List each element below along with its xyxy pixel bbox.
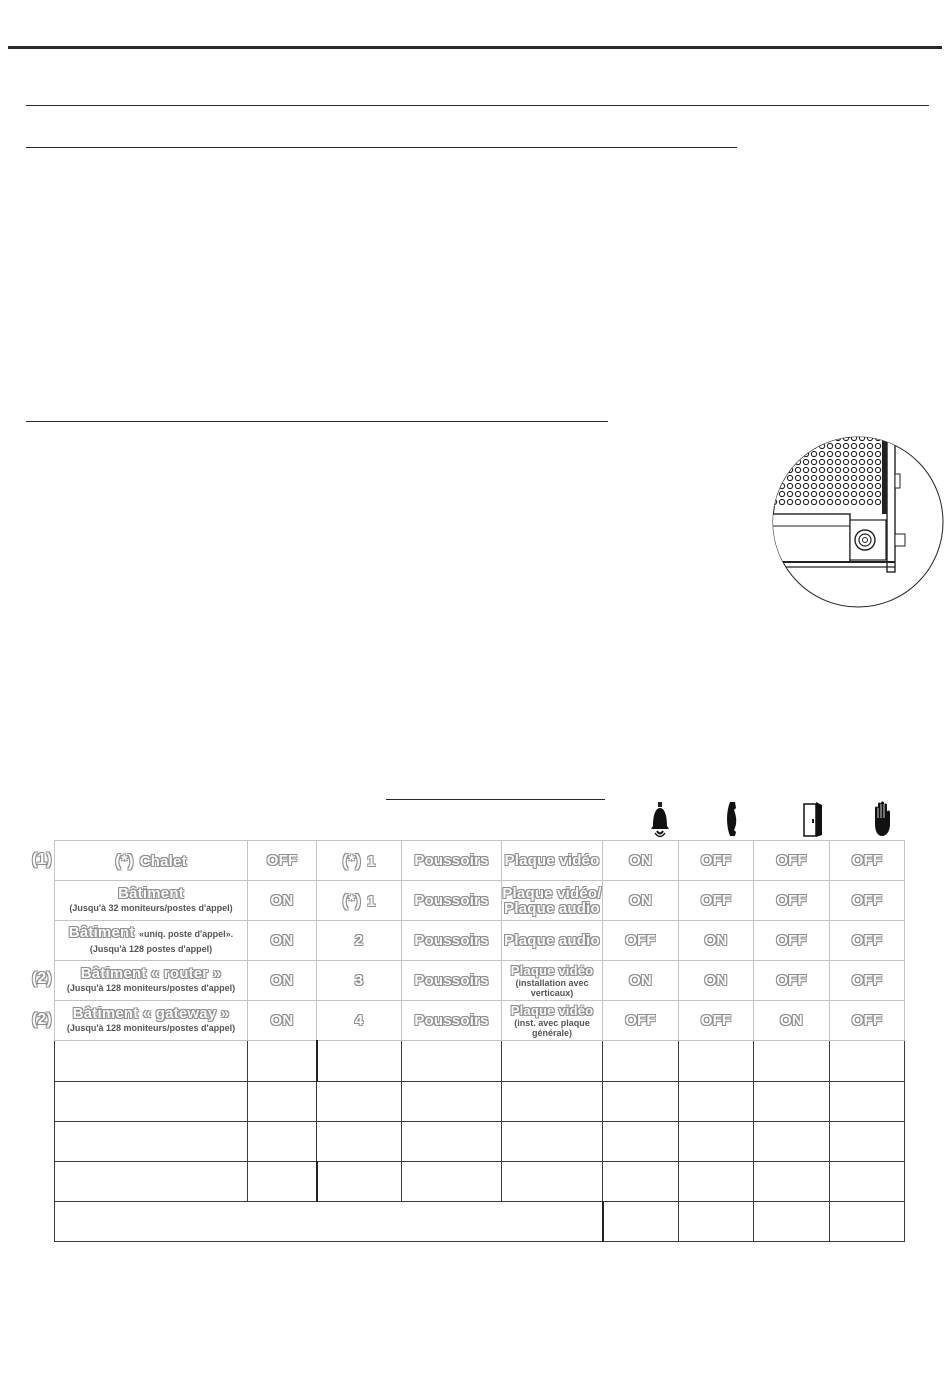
- switch-3-cell: OFF: [754, 841, 830, 881]
- table-cell: [402, 1161, 502, 1201]
- table-cell: [603, 1161, 679, 1201]
- installation-type-cell: Bâtiment «uniq. poste d'appel». (Jusqu'à 128 postes d'appel): [55, 921, 248, 961]
- table-cell: [754, 1161, 830, 1201]
- table-caption-underline: [386, 799, 605, 800]
- switch-2-cell: ON: [679, 921, 754, 961]
- installation-type: Bâtiment « router »: [80, 964, 222, 982]
- installation-capacity: (Jusqu'à 128 moniteurs/postes d'appel): [66, 1022, 236, 1033]
- button-type-cell: Poussoirs: [402, 841, 502, 881]
- panel-detail-illustration: [770, 434, 946, 612]
- switch-1-cell: ON: [603, 841, 679, 881]
- table-cell: [679, 1161, 754, 1201]
- installation-type: Bâtiment « gateway »: [72, 1004, 230, 1022]
- installation-type-cell: [55, 881, 248, 921]
- table-row: [55, 841, 905, 881]
- table-cell: [502, 1121, 603, 1161]
- switch-1-cell: ON: [603, 961, 679, 1001]
- installation-type: Bâtiment: [118, 884, 184, 902]
- installation-type: Bâtiment: [68, 923, 135, 941]
- switch-4-cell: OFF: [830, 921, 905, 961]
- table-cell: [679, 1041, 754, 1081]
- switch-4-cell: OFF: [830, 881, 905, 921]
- table-row: [55, 881, 905, 921]
- panel-type-cell: Plaque audio: [502, 921, 603, 961]
- setting-cell: ON: [248, 961, 317, 1001]
- table-row: [55, 921, 905, 961]
- table-cell: [603, 1201, 679, 1241]
- section-rule: [26, 105, 929, 106]
- table-cell: [603, 1081, 679, 1121]
- hand-icon: [870, 800, 894, 838]
- table-cell: [830, 1201, 905, 1241]
- table-cell: [679, 1121, 754, 1161]
- installation-type-cell: (*) Chalet: [55, 841, 248, 881]
- switch-3-cell: OFF: [754, 881, 830, 921]
- table-cell: [402, 1121, 502, 1161]
- switch-4-cell: OFF: [830, 961, 905, 1001]
- top-rule: [8, 46, 942, 49]
- table-cell: [55, 1121, 248, 1161]
- table-row-blank: [55, 1121, 905, 1161]
- door-icon: [800, 800, 824, 838]
- table-cell: [317, 1041, 402, 1081]
- switch-4-cell: OFF: [830, 841, 905, 881]
- switch-3-cell: OFF: [754, 961, 830, 1001]
- table-cell: [248, 1041, 317, 1081]
- table-cell: [55, 1161, 248, 1201]
- table-cell: [830, 1161, 905, 1201]
- configuration-table: [54, 840, 905, 1242]
- setting-cell: ON: [248, 1001, 317, 1041]
- table-cell: [754, 1201, 830, 1241]
- setting-cell: OFF: [248, 841, 317, 881]
- switch-1-cell: ON: [603, 881, 679, 921]
- panel-type-cell: Plaque vidéo: [502, 841, 603, 881]
- mode-cell: 2: [317, 921, 402, 961]
- installation-type-cell: [55, 961, 248, 1001]
- button-type-cell: Poussoirs: [402, 1001, 502, 1041]
- table-cell: [603, 1041, 679, 1081]
- switch-3-cell: ON: [754, 1001, 830, 1041]
- table-cell: [402, 1041, 502, 1081]
- table-cell: [679, 1081, 754, 1121]
- installation-type-cell: [55, 1001, 248, 1041]
- mode-cell: (*) 1: [317, 841, 402, 881]
- installation-capacity: (Jusqu'à 32 moniteurs/postes d'appel): [69, 902, 233, 913]
- switch-2-cell: ON: [679, 961, 754, 1001]
- table-cell: [754, 1081, 830, 1121]
- subheading-underline: [26, 421, 608, 422]
- table-cell: [502, 1081, 603, 1121]
- table-cell: [754, 1041, 830, 1081]
- panel-type-cell: Plaque vidéo (installation avec verticaux): [502, 961, 603, 1001]
- switch-2-cell: OFF: [679, 841, 754, 881]
- installation-type: Chalet: [139, 852, 187, 870]
- table-cell: [248, 1121, 317, 1161]
- table-cell: [603, 1121, 679, 1161]
- table-cell: [248, 1081, 317, 1121]
- switch-3-cell: OFF: [754, 921, 830, 961]
- table-row: [55, 961, 905, 1001]
- mode-cell: (*) 1: [317, 881, 402, 921]
- switch-1-cell: OFF: [603, 921, 679, 961]
- setting-cell: ON: [248, 881, 317, 921]
- table-cell-merged: [55, 1201, 603, 1241]
- button-type-cell: Poussoirs: [402, 881, 502, 921]
- setting-cell: ON: [248, 921, 317, 961]
- switch-1-cell: OFF: [603, 1001, 679, 1041]
- table-cell: [679, 1201, 754, 1241]
- table-cell: [502, 1161, 603, 1201]
- handset-icon: [724, 800, 748, 838]
- footnote-marker-2: (2): [32, 970, 52, 987]
- table-row-blank: [55, 1161, 905, 1201]
- table-cell: [317, 1081, 402, 1121]
- table-cell: [55, 1081, 248, 1121]
- installation-capacity: (Jusqu'à 128 moniteurs/postes d'appel): [66, 982, 236, 993]
- table-cell: [402, 1081, 502, 1121]
- table-cell: [830, 1041, 905, 1081]
- table-cell: [317, 1161, 402, 1201]
- table-cell: [830, 1081, 905, 1121]
- panel-type-cell: Plaque vidéo (inst. avec plaque générale): [502, 1001, 603, 1041]
- footnote-marker-1: (1): [32, 851, 52, 868]
- panel-type-cell: Plaque vidéo/ Plaque audio: [502, 881, 603, 921]
- table-row-blank: [55, 1081, 905, 1121]
- table-row: [55, 1001, 905, 1041]
- table-cell: [248, 1161, 317, 1201]
- heading-underline: [26, 147, 737, 148]
- table-cell: [317, 1121, 402, 1161]
- button-type-cell: Poussoirs: [402, 961, 502, 1001]
- mode-cell: 3: [317, 961, 402, 1001]
- table-cell: [502, 1041, 603, 1081]
- table-row-blank: [55, 1201, 905, 1241]
- switch-2-cell: OFF: [679, 1001, 754, 1041]
- button-type-cell: Poussoirs: [402, 921, 502, 961]
- bell-icon: [648, 800, 672, 838]
- table-cell: [830, 1121, 905, 1161]
- switch-4-cell: OFF: [830, 1001, 905, 1041]
- footnote-marker-2: (2): [32, 1011, 52, 1028]
- installation-capacity: (Jusqu'à 128 postes d'appel): [89, 943, 213, 954]
- switch-2-cell: OFF: [679, 881, 754, 921]
- table-cell: [754, 1121, 830, 1161]
- table-cell: [55, 1041, 248, 1081]
- table-row-blank: [55, 1041, 905, 1081]
- mode-cell: 4: [317, 1001, 402, 1041]
